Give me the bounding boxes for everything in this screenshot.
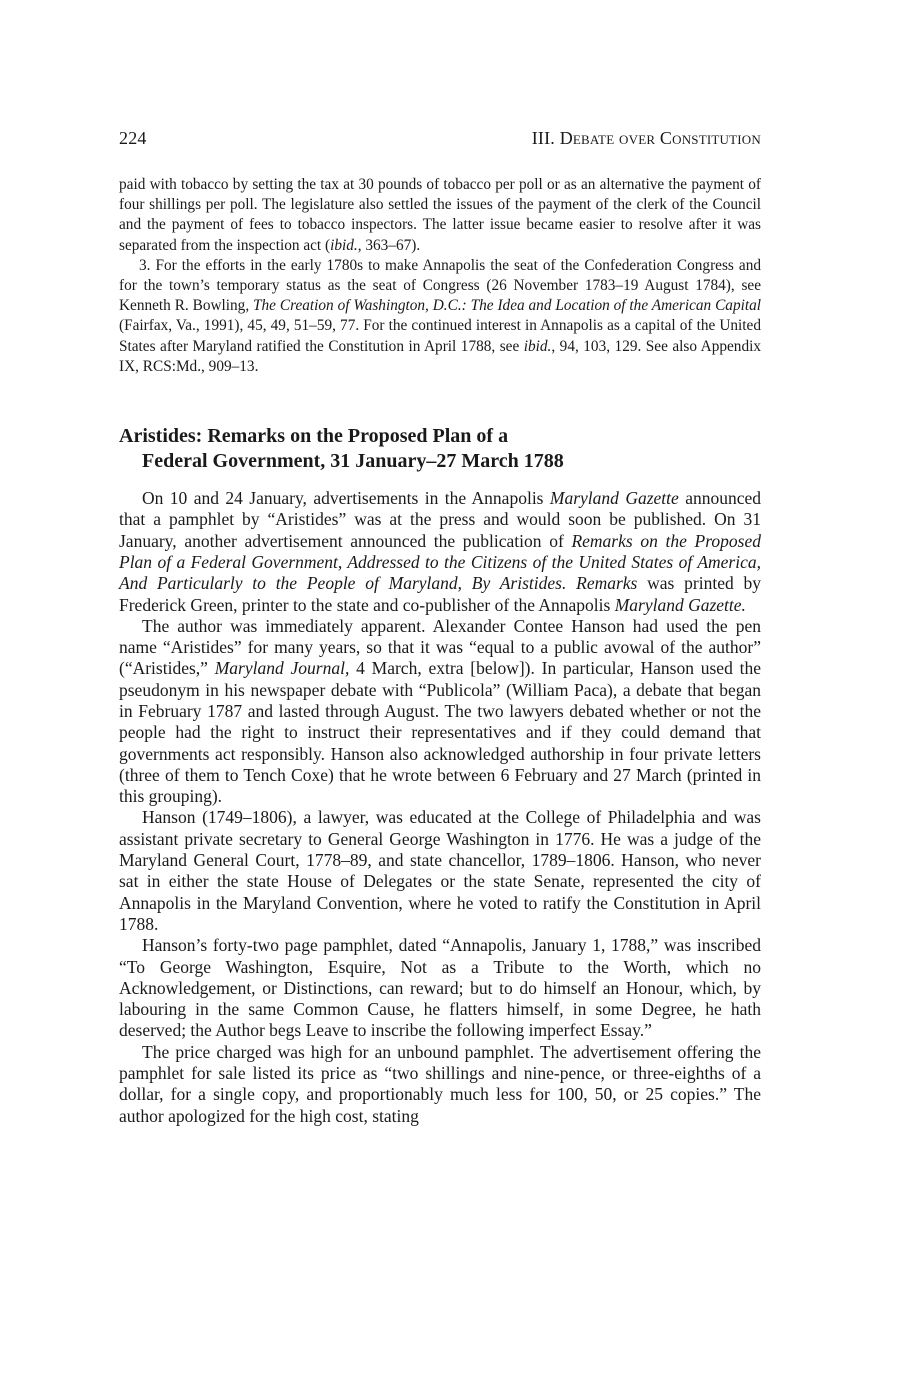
running-head: [119, 128, 761, 149]
footnote-2-continued: paid with tobacco by setting the tax at 30 pounds of tobacco per poll or as an alternative the payment of four shillings per poll. The legislature also settled the issues of the payment of the clerk of the Council and the payment of fees to tobacco inspectors. The latter issue became easier to resolve after it was separated from the inspection act (ibid., 363–67).: [119, 176, 761, 254]
page-number: 224: [119, 128, 147, 148]
section-title: III. Debate over Constitution: [531, 128, 761, 148]
body-text: [119, 488, 761, 1127]
paragraph-1: On 10 and 24 January, advertisements in the Annapolis Maryland Gazette announced that a pamphlet by “Aristides” was at the press and would soon be published. On 31 January, another advertisement announced the publication of Remarks on the Proposed Plan of a Federal Government, Addressed to the Citizens of the United States of America, And Particularly to the People of Maryland, By Aristides. Remarks was printed by Frederick Green, printer to the state and co-publisher of the Annapolis Maryland Gazette.: [119, 488, 762, 615]
section-heading-line-1: Aristides: Remarks on the Proposed Plan of a: [119, 425, 509, 448]
footnote-3: 3. For the efforts in the early 1780s to make Annapolis the seat of the Confederation Congress and for the town’s temporary status as the seat of Congress (26 November 1783–19 August 1784), see Kenneth R. Bowling, The Creation of Washington, D.C.: The Idea and Location of the American Capital (Fairfax, Va., 1991), 45, 49, 51–59, 77. For the continued interest in Annapolis as a capital of the United States after Maryland ratified the Constitution in April 1788, see ibid., 94, 103, 129. See also Appendix IX, RCS:Md., 909–13.: [119, 256, 761, 375]
paragraph-2: The author was immediately apparent. Alexander Contee Hanson had used the pen name “Aristides” for many years, so that it was “equal to a public avowal of the author” (“Aristides,” Maryland Journal, 4 March, extra [below]). In particular, Hanson used the pseudonym in his newspaper debate with “Publicola” (William Paca), a debate that began in February 1787 and lasted through August. The two lawyers debated whether or not the people had the right to instruct their representatives and if they could demand that governments act responsibly. Hanson also acknowledged authorship in four private letters (three of them to Tench Coxe) that he wrote between 6 February and 27 March (printed in this grouping).: [119, 615, 761, 807]
paragraph-3: Hanson (1749–1806), a lawyer, was educated at the College of Philadelphia and was assistant private secretary to General George Washington in 1776. He was a judge of the Maryland General Court, 1778–89, and state chancellor, 1789–1806. Hanson, who never sat in either the state House of Delegates or the state Senate, represented the city of Annapolis in the Maryland Convention, where he voted to ratify the Constitution in April 1788.: [119, 807, 761, 934]
paragraph-4: Hanson’s forty-two page pamphlet, dated “Annapolis, January 1, 1788,” was inscribed “To George Washington, Esquire, Not as a Tribute to the Worth, which no Acknowledgement, or Distinctions, can reward; but to do himself an Honour, which, by labouring in the same Common Cause, he flatters himself, in some Degree, he hath deserved; the Author begs Leave to inscribe the following imperfect Essay.”: [119, 935, 761, 1041]
section-heading: [119, 424, 761, 474]
footnotes: [119, 175, 761, 377]
paragraph-5: The price charged was high for an unbound pamphlet. The advertisement offering the pamphlet for sale listed its price as “two shillings and nine-pence, or three-eighths of a dollar, for a single copy, and proportionably much less for 100, 50, or 25 copies.” The author apologized for the high cost, stating: [119, 1041, 761, 1126]
section-heading-line-2: Federal Government, 31 January–27 March 1788: [142, 450, 564, 473]
document-page: [119, 128, 761, 1127]
